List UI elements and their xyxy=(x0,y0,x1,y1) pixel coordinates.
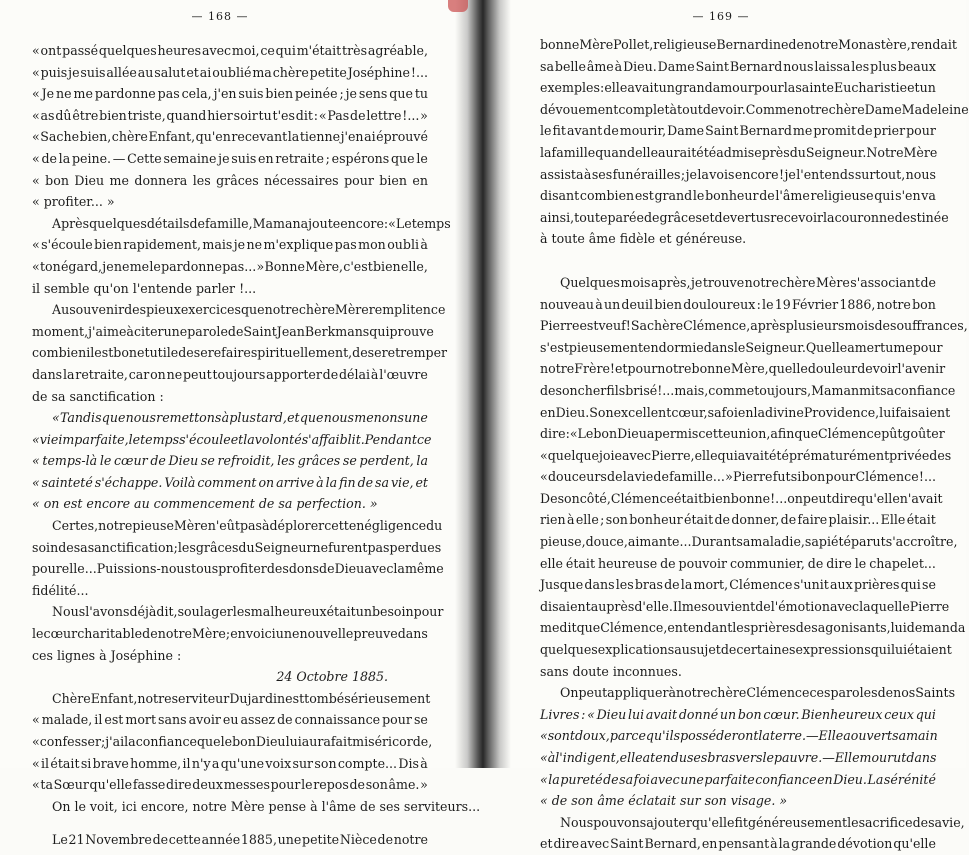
quote-line: « temps-là le cœur de Dieu se refroidit, les grâces se perdent, la xyxy=(32,453,428,469)
binding-mark xyxy=(448,0,468,12)
text-line: me dit que Clémence, entendant les prières des agonisants, lui demanda xyxy=(540,620,966,636)
text-line: s'est pieusement endormie dans le Seigneur. Quelle amertume pour xyxy=(540,339,943,355)
text-line: « ta Sœur qu'elle fasse dire deux messes pour le repos de son âme. » xyxy=(32,777,428,793)
text-line: « profiter... » xyxy=(32,194,115,210)
text-line: Nous l'avons déjà dit, soulager les malheureux était un besoin pour xyxy=(52,604,444,620)
left-page-text xyxy=(32,40,481,851)
text-line: « confesser ; j'ai la confiance que le bon Dieu lui aura fait miséricorde, xyxy=(32,734,433,749)
text-line: ainsi, toute parée de grâces et de vertus recevoir la couronne destinée xyxy=(540,209,949,225)
text-line: Nous pouvons ajouter qu'elle fit généreusement le sacrifice de sa vie, xyxy=(560,814,965,830)
text-line: exemples : elle avait un grand amour pour la sainte Eucharistie et un xyxy=(540,80,936,96)
text-line: « as dû être bien triste, quand hier soir tu t'es dit : « Pas de lettre !... » xyxy=(32,107,428,123)
quote-line: Livres : « Dieu lui avait donné un bon cœur. Bienheureux ceux qui xyxy=(540,706,936,722)
quote-line: « vie imparfaite, le temps s'écoule et la volonté s'affaiblit. Pendant ce xyxy=(32,431,432,447)
text-line: sa belle âme à Dieu. Dame Saint Bernard nous laissa les plus beaux xyxy=(540,58,936,74)
text-line: « malade, il est mort sans avoir eu assez de connaissance pour se xyxy=(32,712,428,728)
text-line: Le 21 Novembre de cette année 1885, une petite Nièce de notre xyxy=(52,832,428,848)
text-line: dire : « Le bon Dieu a permis cette union, afin que Clémence pût goûter xyxy=(540,426,945,442)
text-line: pour elle... Puissions-nous tous profiter des dons de Dieu avec la même xyxy=(32,561,444,577)
text-line: rien à elle ; son bonheur était de donner, de faire plaisir... Elle était xyxy=(540,512,936,528)
quote-line: « à l'indigent, elle a tendu ses bras vers le pauvre. — Elle mourut dans xyxy=(540,750,937,765)
book-gutter-shadow xyxy=(455,0,511,768)
text-line: notre Frère ! et pour notre bonne Mère, quelle douleur de voir l'avenir xyxy=(540,361,946,377)
text-line: en Dieu. Son excellent cœur, sa foi en la divine Providence, lui faisaient xyxy=(540,404,951,420)
text-line: bonne Mère Pollet, religieuse Bernardine de notre Monastère, rendait xyxy=(540,37,957,52)
text-line: « de la peine. — Cette semaine je suis en retraite ; espérons que le xyxy=(32,150,428,166)
text-line: quelques explications au sujet de certaines expressions qui lui étaient xyxy=(540,642,952,658)
text-line: de son cher fils brisé !... mais, comme toujours, Maman mit sa confiance xyxy=(540,382,956,398)
text-line: disaient auprès d'elle. Il me souvient de l'émotion avec laquelle Pierre xyxy=(540,598,950,614)
right-page-number: — 169 — xyxy=(692,10,750,23)
text-line: pieuse, douce, aimante... Durant sa maladie, sa piété parut s'accroître, xyxy=(540,534,958,550)
quote-line: « de son âme éclatait sur son visage. » xyxy=(540,793,788,809)
text-line: Jusque dans les bras de la mort, Clémence s'unit aux prières qui se xyxy=(540,577,936,593)
text-line: ces lignes à Joséphine : xyxy=(32,647,182,663)
text-line: « Je ne me pardonne pas cela, j'en suis bien peinée ; je sens que tu xyxy=(32,86,428,102)
text-line: De son côté, Clémence était bien bonne !... on peut dire qu'elle n'avait xyxy=(540,490,943,506)
text-line: disant combien est grand le bonheur de l'âme religieuse qui s'en va xyxy=(540,188,936,204)
letter-date: 24 Octobre 1885. xyxy=(276,669,388,685)
quote-line: « sainteté s'échappe. Voilà comment on arrive à la fin de sa vie, et xyxy=(32,474,428,490)
text-line: combien il est bon et utile de se refaire spirituellement, de se retremper xyxy=(32,345,448,361)
text-line: le cœur charitable de notre Mère ; en voici une nouvelle preuve dans xyxy=(32,626,428,642)
text-line: « il était si brave homme, il n'y a qu'une voix sur son compte... Dis à xyxy=(32,755,428,771)
text-line: Chère Enfant, notre serviteur Dujardin est tombé sérieusement xyxy=(52,690,431,706)
text-line: « ont passé quelques heures avec moi, ce qui m'était très agréable, xyxy=(32,43,428,58)
text-line: dans la retraite, car on ne peut toujours apporter de délai à l'œuvre xyxy=(32,366,428,382)
text-line: il semble qu'on l'entende parler !... xyxy=(32,280,257,296)
text-line: dévouement complet à tout devoir. Comme notre chère Dame Madeleine xyxy=(540,101,969,117)
right-page-text xyxy=(540,34,969,855)
text-line: « bon Dieu me donnera les grâces nécessaires pour bien en xyxy=(32,172,428,188)
text-line: Pierre est veuf ! Sa chère Clémence, après plusieurs mois de souffrances, xyxy=(540,318,968,334)
text-line: nouveau à un deuil bien douloureux : le 19 Février 1886, notre bon xyxy=(540,296,936,312)
text-line: et dire avec Saint Bernard, en pensant à la grande dévotion qu'elle xyxy=(540,836,936,852)
text-line: elle était heureuse de pouvoir communier, de dire le chapelet... xyxy=(540,555,936,571)
quote-line: « on est encore au commencement de sa perfection. » xyxy=(32,496,378,512)
text-line: la famille quand elle aurait été admise près du Seigneur. Notre Mère xyxy=(540,144,938,160)
text-line: « quelque joie avec Pierre, elle qui avait été prématurément privée des xyxy=(540,447,952,463)
text-line: « douceurs de la vie de famille... » Pierre fut si bon pour Clémence !... xyxy=(540,469,936,485)
right-page xyxy=(496,0,969,852)
text-line: « Sache bien, chère Enfant, qu'en recevant la tienne j'en ai éprouvé xyxy=(32,129,428,145)
text-line: Après quelques détails de famille, Maman ajoute encore : « Le temps xyxy=(52,215,451,231)
left-page xyxy=(0,0,481,848)
quote-line: « Tandis que nous remettons à plus tard, et que nous menons une xyxy=(52,410,428,426)
text-line: On peut appliquer à notre chère Clémence ces paroles de nos Saints xyxy=(560,685,956,701)
text-line: « s'écoule bien rapidement, mais je ne m'explique pas mon oubli à xyxy=(32,237,428,253)
text-line: Quelques mois après, je trouve notre chère Mère s'associant de xyxy=(560,274,936,290)
quote-line: « la pureté de sa foi avec une parfaite confiance en Dieu. La sérénité xyxy=(540,771,936,787)
text-line: « puis je suis allée au salut et ai oublié ma chère petite Joséphine !... xyxy=(32,64,428,80)
text-line: On le voit, ici encore, notre Mère pense à l'âme de ses serviteurs... xyxy=(52,798,481,814)
text-line: soin de sa sanctification ; les grâces du Seigneur ne furent pas perdues xyxy=(32,539,442,555)
left-page-number: — 168 — xyxy=(191,10,249,23)
text-line: sans doute inconnues. xyxy=(540,663,682,679)
text-line: assista à ses funérailles ; je la vois encore ! je l'entends surtout, nous xyxy=(540,166,936,182)
text-line: fidélité... xyxy=(32,582,89,598)
text-line: Certes, notre pieuse Mère n'eût pas à déplorer cette négligence du xyxy=(52,518,443,534)
text-line: « ton égard, je ne me le pardonne pas... » Bonne Mère, c'est bien elle, xyxy=(32,258,428,274)
text-line: Au souvenir des pieux exercices que notre chère Mère remplit en ce xyxy=(52,302,446,318)
text-line: moment, j'aime à citer une parole de Saint Jean Berkmans qui prouve xyxy=(32,323,434,339)
text-line: à toute âme fidèle et généreuse. xyxy=(540,231,747,247)
text-line: le fit avant de mourir, Dame Saint Bernard me promit de prier pour xyxy=(540,123,936,139)
text-line: de sa sanctification : xyxy=(32,388,164,404)
quote-line: « sont doux, parce qu'ils posséderont la terre. — Elle a ouvert sa main xyxy=(540,728,938,744)
